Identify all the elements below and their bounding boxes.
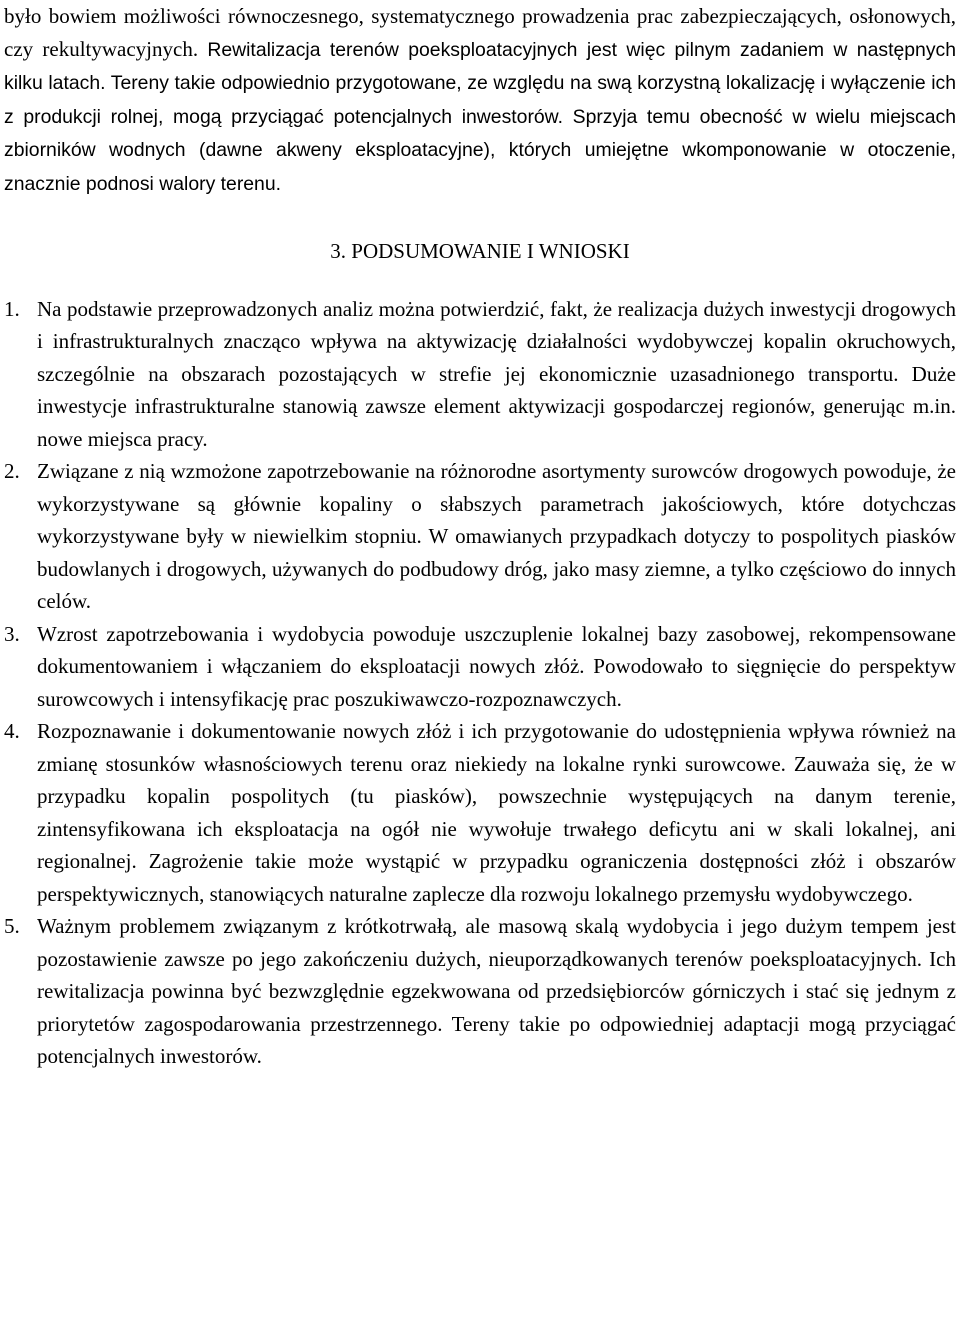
conclusions-list (4, 293, 956, 1073)
intro-paragraph (4, 0, 956, 201)
list-item (4, 910, 956, 1073)
list-item-number: 1. (4, 296, 20, 321)
intro-text-sans: Rewitalizacja terenów poeksploatacyjnych jest więc pilnym zadaniem w następnych kilku latach. Tereny takie odpowiednio przygotowane, ze względu na swą korzystną lokalizację i wyłączenie ich z produkcji rolnej, mogą przyciągać potencjalnych inwestorów. Sprzyja temu obecność w wielu miejscach zbiorników wodnych (dawne akweny eksploatacyjne), których umiejętne wkomponowanie w otoczenie, znacznie podnosi walory terenu. (4, 38, 956, 195)
list-item-text: Na podstawie przeprowadzonych analiz można potwierdzić, fakt, że realizacja dużych inwestycji drogowych i infrastrukturalnych znacząco wpływa na aktywizację działalności wydobywczej kopalin okruchowych, szczególnie na obszarach pozostających w strefie jej ekonomicznie uzasadnionego transportu. Duże inwestycje infrastrukturalne stanowią zawsze element aktywizacji gospodarczej regionów, generując m.in. nowe miejsca pracy. (37, 296, 956, 451)
list-item-number: 3. (4, 621, 20, 646)
list-item-number: 2. (4, 459, 20, 484)
list-item (4, 455, 956, 618)
list-item (4, 715, 956, 910)
intro-text-serif: było bowiem możliwości równoczesnego, systematycznego prowadzenia prac zabezpieczających, osłonowych, czy rekultywacyjnych. (4, 4, 956, 61)
list-item (4, 293, 956, 456)
list-item-text: Wzrost zapotrzebowania i wydobycia powoduje uszczuplenie lokalnej bazy zasobowej, rekompensowane dokumentowaniem i włączaniem do eksploatacji nowych złóż. Powodowało to sięgnięcie do perspektyw surowcowych i intensyfikację prac poszukiwawczo-rozpoznawczych. (37, 621, 956, 711)
section-heading: 3. PODSUMOWANIE I WNIOSKI (330, 238, 630, 263)
list-item-text: Ważnym problemem związanym z krótkotrwałą, ale masową skalą wydobycia i jego dużym tempem jest pozostawienie zawsze po jego zakończeniu dużych, nieuporządkowanych terenów poeksploatacyjnych. Ich rewitalizacja powinna być bezwzględnie egzekwowana od przedsiębiorców górniczych i stać się jednym z priorytetów zagospodarowania przestrzennego. Tereny takie po odpowiedniej adaptacji mogą przyciągać potencjalnych inwestorów. (37, 914, 956, 1069)
list-item-text: Związane z nią wzmożone zapotrzebowanie na różnorodne asortymenty surowców drogowych powoduje, że wykorzystywane są głównie kopaliny o słabszych parametrach jakościowych, które dotychczas wykorzystywane były w niewielkim stopniu. W omawianych przypadkach dotyczy to pospolitych piasków budowlanych i drogowych, używanych do podbudowy dróg, jako masy ziemne, a tylko częściowo do innych celów. (37, 459, 956, 614)
list-item (4, 618, 956, 716)
list-item-number: 4. (4, 719, 20, 744)
list-item-number: 5. (4, 914, 20, 939)
list-item-text: Rozpoznawanie i dokumentowanie nowych złóż i ich przygotowanie do udostępnienia wpływa również na zmianę stosunków własnościowych terenu oraz niekiedy na lokalne rynki surowcowe. Zauważa się, że w przypadku kopalin pospolitych (tu piasków), powszechnie występujących na danym terenie, zintensyfikowana ich eksploatacja na ogół nie wywołuje trwałego deficytu ani w skali lokalnej, ani regionalnej. Zagrożenie takie może wystąpić w przypadku ograniczenia dostępności złóż i obszarów perspektywicznych, stanowiących naturalne zaplecze dla rozwoju lokalnego przemysłu wydobywczego. (37, 719, 956, 906)
